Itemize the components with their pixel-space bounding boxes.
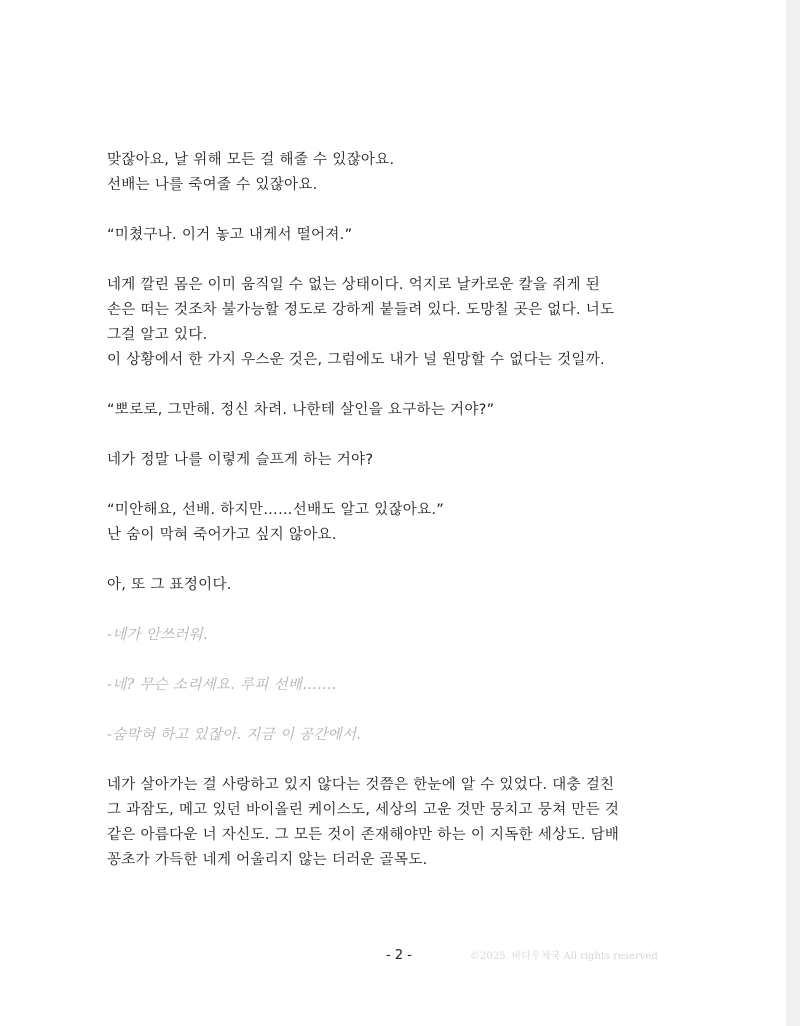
text-line: 선배는 나를 죽여줄 수 있잖아요. — [107, 177, 318, 193]
paragraph-gap — [107, 373, 687, 398]
paragraph-gap — [107, 248, 687, 273]
text-line: 그걸 알고 있다. — [107, 327, 208, 343]
paragraph-gap — [107, 473, 687, 498]
text-line: 네가 정말 나를 이렇게 슬프게 하는 거야? — [107, 452, 374, 468]
text-line: 손은 떠는 것조차 불가능할 정도로 강하게 붙들려 있다. 도망칠 곳은 없다. 너도 — [107, 302, 615, 318]
copyright-notice: ©2025. 바다우체국 All rights reserved — [470, 951, 658, 962]
text-line: 그 과잠도, 메고 있던 바이올린 케이스도, 세상의 고운 것만 뭉치고 뭉쳐 만든 것 — [107, 802, 620, 818]
dialogue-line: “미쳤구나. 이거 놓고 내게서 떨어져.” — [107, 227, 353, 243]
text-line: 맞잖아요, 날 위해 모든 걸 해줄 수 있잖아요. — [107, 152, 395, 168]
paragraph-gap — [107, 548, 687, 573]
flashback-line: -네? 무슨 소리세요. 루피 선배……. — [107, 677, 337, 693]
story-text — [107, 148, 687, 873]
text-line: 꽁초가 가득한 네게 어울리지 않는 더러운 골목도. — [107, 852, 428, 868]
paragraph-gap — [107, 423, 687, 448]
paragraph-gap — [107, 698, 687, 723]
flashback-line: -네가 안쓰러워. — [107, 627, 208, 643]
page-edge-shadow — [786, 0, 800, 1026]
text-line: 네게 깔린 몸은 이미 움직일 수 없는 상태이다. 억지로 날카로운 칼을 쥐게 된 — [107, 277, 601, 293]
dialogue-line: “미안해요, 선배. 하지만……선배도 알고 있잖아요.” — [107, 502, 445, 518]
text-line: 이 상황에서 한 가지 우스운 것은, 그럼에도 내가 널 원망할 수 없다는 것일까. — [107, 352, 605, 368]
dialogue-line: “뽀로로, 그만해. 정신 차려. 나한테 살인을 요구하는 거야?” — [107, 402, 495, 418]
page-number: - 2 - — [386, 948, 412, 963]
text-line: 같은 아름다운 너 자신도. 그 모든 것이 존재해야만 하는 이 지독한 세상도. 담배 — [107, 827, 620, 843]
paragraph-gap — [107, 198, 687, 223]
paragraph-gap — [107, 598, 687, 623]
paragraph-gap — [107, 748, 687, 773]
paragraph-gap — [107, 648, 687, 673]
flashback-line: -숨막혀 하고 있잖아. 지금 이 공간에서. — [107, 727, 362, 743]
text-line: 아, 또 그 표정이다. — [107, 577, 232, 593]
text-line: 네가 살아가는 걸 사랑하고 있지 않다는 것쯤은 한눈에 알 수 있었다. 대충 걸친 — [107, 777, 615, 793]
text-line: 난 숨이 막혀 죽어가고 싶지 않아요. — [107, 527, 337, 543]
